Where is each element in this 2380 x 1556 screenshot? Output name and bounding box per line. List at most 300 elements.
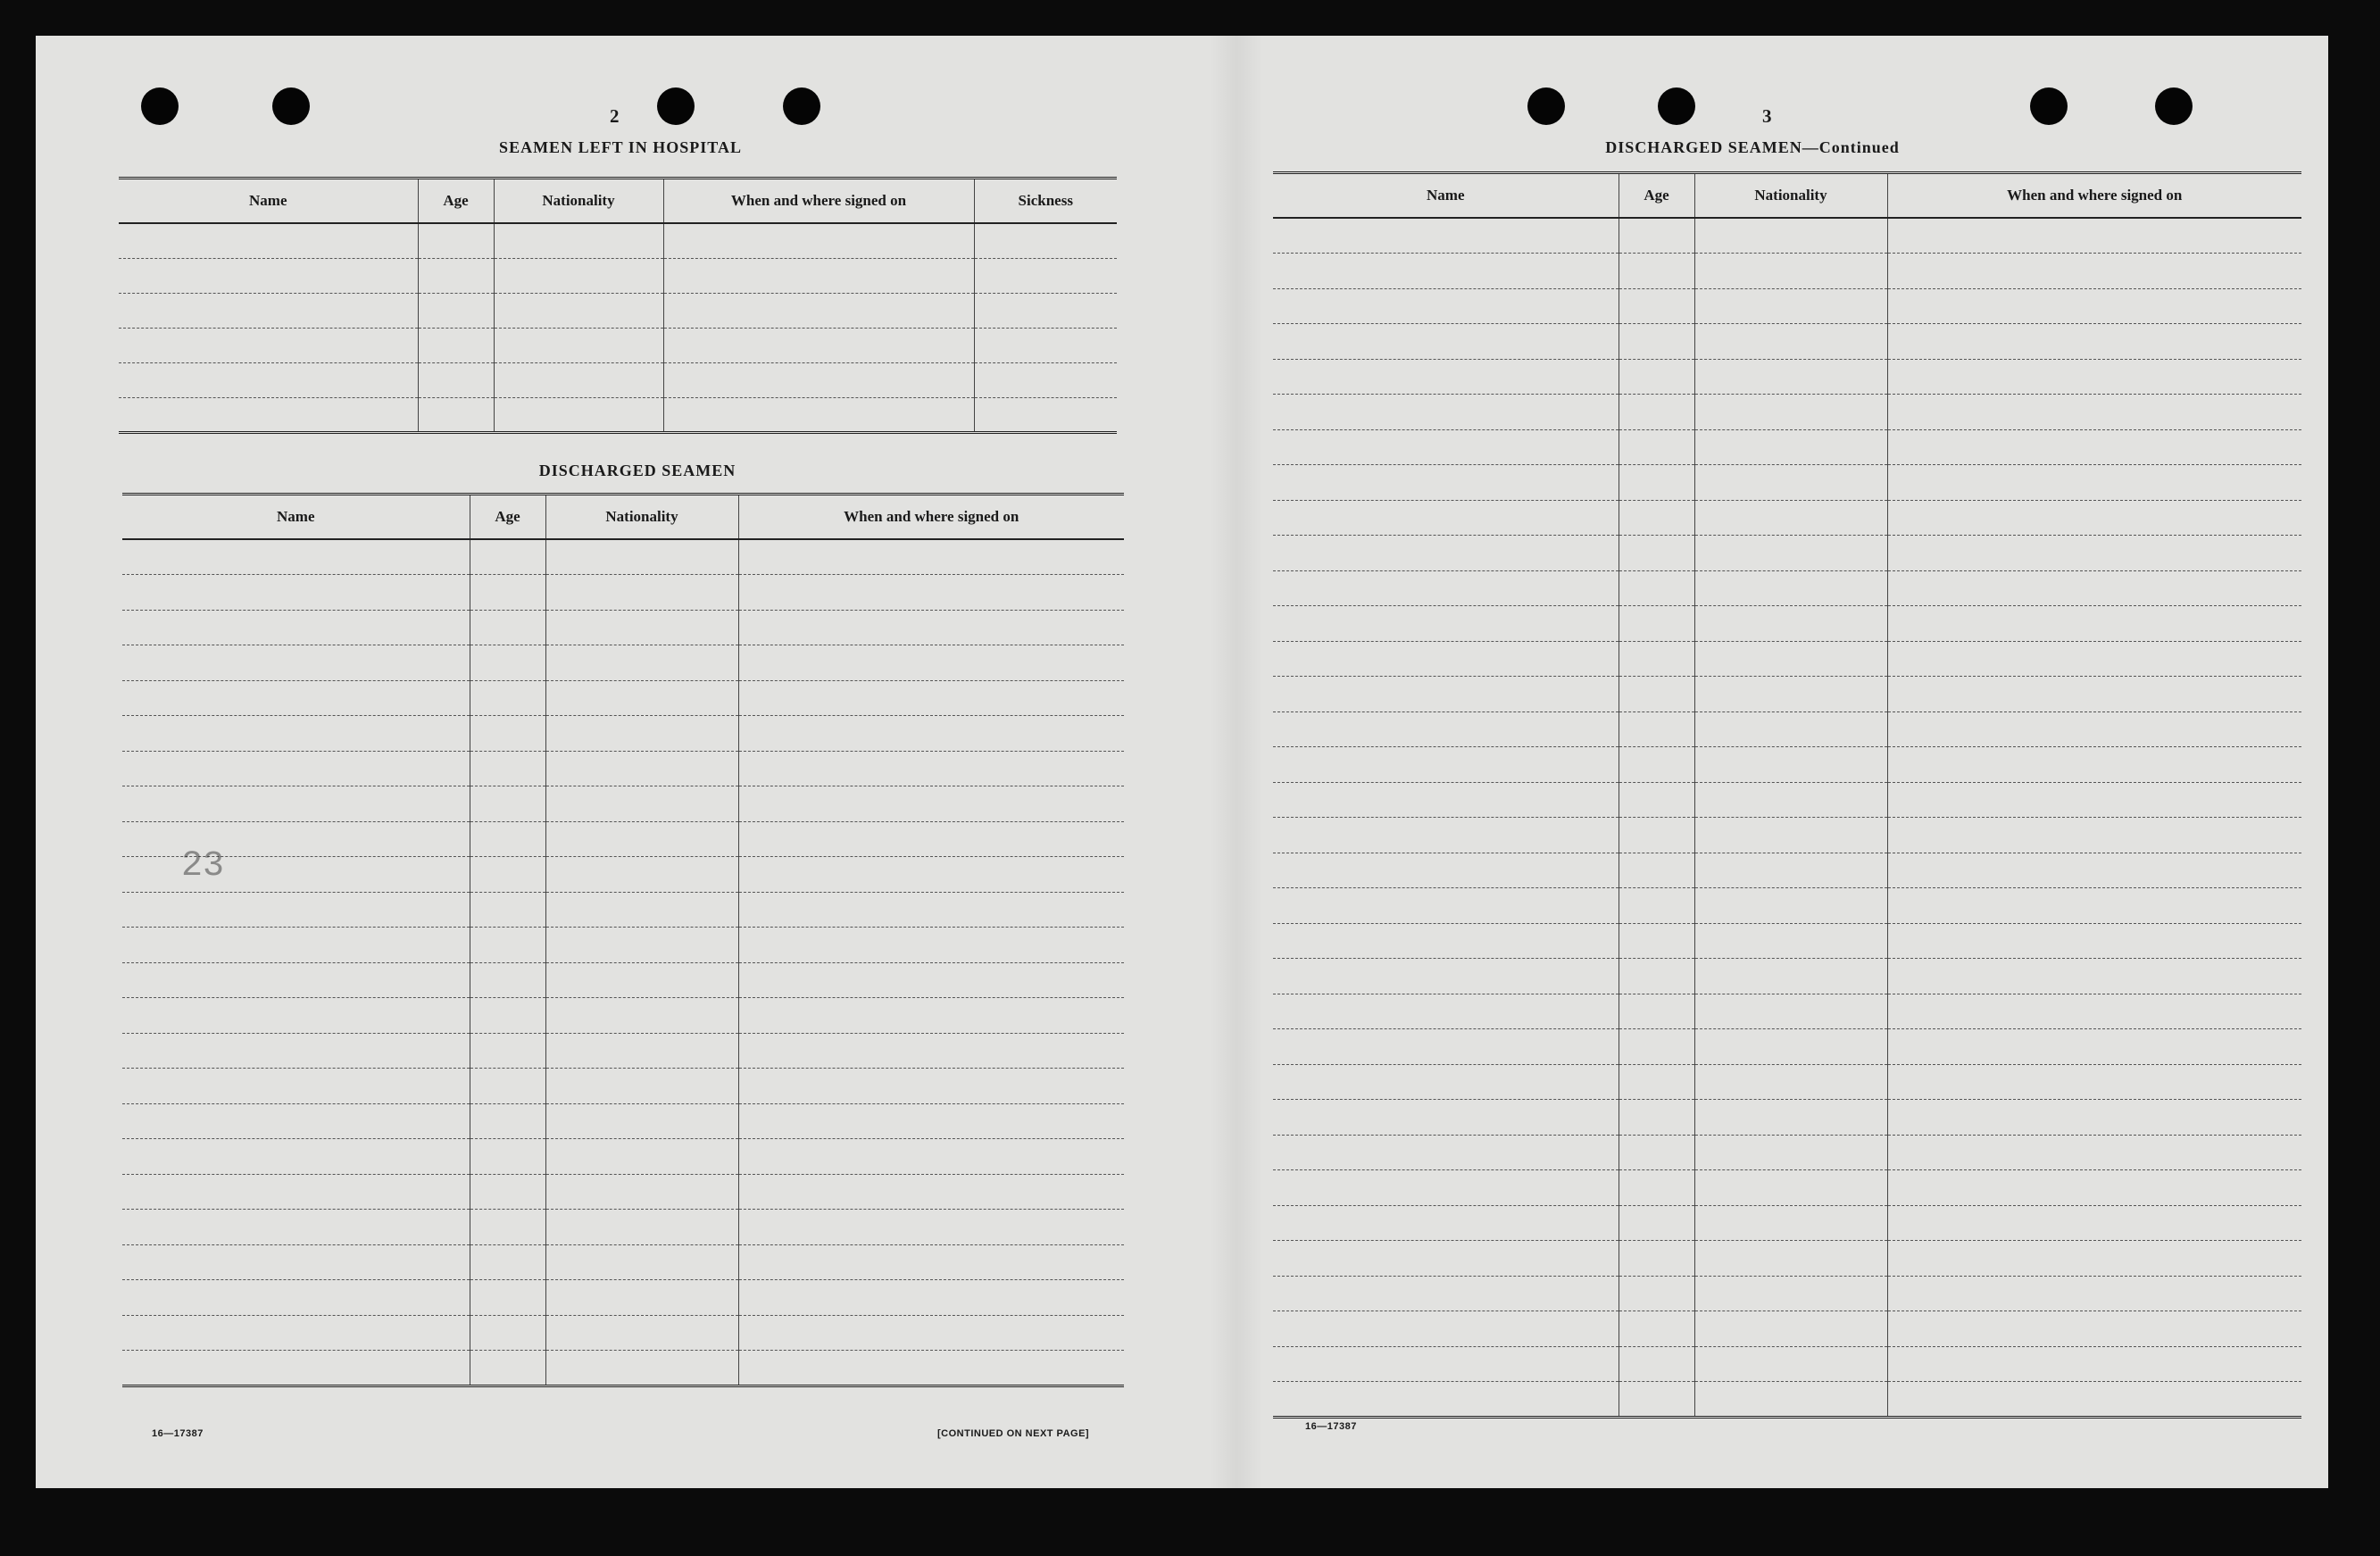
table-row [122, 928, 1124, 963]
table-cell [122, 1103, 470, 1139]
table-cell [470, 1103, 545, 1139]
table-cell [545, 928, 738, 963]
table-cell [122, 1174, 470, 1210]
table-cell [1619, 1029, 1694, 1065]
table-cell [1694, 536, 1887, 571]
table-cell [1273, 465, 1619, 501]
table-row [122, 610, 1124, 645]
table-cell [418, 362, 494, 397]
punch-hole [141, 87, 179, 125]
table-row [1273, 324, 2301, 360]
discharged-table [122, 493, 1124, 1387]
table-cell [1694, 782, 1887, 818]
table-cell [1694, 1029, 1887, 1065]
left-form-number: 16—17387 [152, 1428, 204, 1439]
table-cell [545, 1174, 738, 1210]
table-cell [545, 539, 738, 575]
table-cell [1694, 1170, 1887, 1206]
table-cell [1694, 994, 1887, 1029]
table-cell [545, 680, 738, 716]
table-cell [1273, 1170, 1619, 1206]
table-cell [1694, 429, 1887, 465]
table-row [122, 1244, 1124, 1280]
right-page-number: 3 [1762, 105, 1772, 127]
table-row [1273, 747, 2301, 783]
table-cell [494, 293, 663, 328]
table-cell [122, 857, 470, 893]
table-row [1273, 1276, 2301, 1311]
table-cell [738, 998, 1124, 1034]
table-cell [1619, 359, 1694, 395]
table-cell [738, 1033, 1124, 1069]
table-cell [738, 1351, 1124, 1386]
column-header-signed-on: When and where signed on [663, 179, 974, 224]
table-cell [1273, 1029, 1619, 1065]
table-cell [1887, 1311, 2301, 1347]
table-row [1273, 1382, 2301, 1418]
table-cell [1273, 818, 1619, 853]
table-cell [1619, 1382, 1694, 1418]
table-cell [494, 362, 663, 397]
table-row [1273, 1100, 2301, 1136]
table-cell [470, 1351, 545, 1386]
table-cell [545, 610, 738, 645]
punch-hole [2030, 87, 2068, 125]
table-cell [470, 786, 545, 822]
table-cell [1273, 254, 1619, 289]
table-cell [738, 1244, 1124, 1280]
table-row [122, 1139, 1124, 1175]
table-row [122, 1351, 1124, 1386]
table-cell [1694, 1276, 1887, 1311]
table-cell [738, 1139, 1124, 1175]
table-cell [1619, 1276, 1694, 1311]
table-cell [545, 751, 738, 786]
table-cell [470, 680, 545, 716]
table-cell [1273, 853, 1619, 888]
table-cell [1887, 853, 2301, 888]
table-row [1273, 1311, 2301, 1347]
table-cell [545, 1210, 738, 1245]
table-cell [122, 575, 470, 611]
table-cell [470, 1069, 545, 1104]
hospital-section-title: SEAMEN LEFT IN HOSPITAL [499, 138, 742, 156]
table-cell [1619, 1241, 1694, 1277]
table-row [1273, 641, 2301, 677]
table-cell [1694, 465, 1887, 501]
table-cell [974, 328, 1117, 362]
document-sheet [36, 36, 2328, 1488]
table-cell [1273, 1311, 1619, 1347]
table-cell [1887, 641, 2301, 677]
table-cell [1694, 218, 1887, 254]
table-row [1273, 853, 2301, 888]
table-cell [1887, 1346, 2301, 1382]
table-cell [1694, 1135, 1887, 1170]
table-cell [1887, 1276, 2301, 1311]
table-cell [1619, 1311, 1694, 1347]
table-cell [1273, 959, 1619, 994]
table-cell [1887, 818, 2301, 853]
table-cell [1887, 677, 2301, 712]
right-form-number: 16—17387 [1305, 1421, 1357, 1432]
table-row [1273, 395, 2301, 430]
table-row [1273, 959, 2301, 994]
discharged-continued-table [1273, 171, 2301, 1419]
table-row [122, 539, 1124, 575]
table-cell [418, 397, 494, 432]
table-row [1273, 994, 2301, 1029]
table-cell [1619, 782, 1694, 818]
page-fold [1210, 36, 1263, 1488]
table-cell [1887, 254, 2301, 289]
table-row [1273, 1029, 2301, 1065]
column-header-nationality: Nationality [494, 179, 663, 224]
table-cell [1887, 606, 2301, 642]
table-cell [1619, 324, 1694, 360]
table-cell [1619, 500, 1694, 536]
table-cell [122, 680, 470, 716]
table-row [122, 1069, 1124, 1104]
table-cell [1273, 641, 1619, 677]
table-cell [470, 892, 545, 928]
table-row [119, 258, 1117, 293]
table-cell [494, 397, 663, 432]
table-cell [122, 928, 470, 963]
table-cell [122, 751, 470, 786]
table-cell [663, 223, 974, 258]
hospital-table [119, 177, 1117, 434]
table-cell [545, 1280, 738, 1316]
table-cell [1887, 711, 2301, 747]
table-cell [974, 362, 1117, 397]
table-cell [1887, 359, 2301, 395]
table-cell [470, 962, 545, 998]
column-header-signed-on: When and where signed on [738, 495, 1124, 540]
table-cell [1887, 1100, 2301, 1136]
table-cell [1887, 923, 2301, 959]
table-cell [545, 998, 738, 1034]
table-cell [1273, 536, 1619, 571]
table-cell [545, 645, 738, 681]
table-cell [122, 610, 470, 645]
table-cell [1887, 1170, 2301, 1206]
table-row [122, 751, 1124, 786]
table-row [1273, 288, 2301, 324]
table-cell [470, 610, 545, 645]
table-cell [545, 786, 738, 822]
table-cell [494, 258, 663, 293]
table-row [1273, 536, 2301, 571]
table-cell [1619, 395, 1694, 430]
table-cell [470, 751, 545, 786]
table-cell [738, 716, 1124, 752]
table-row [119, 293, 1117, 328]
table-cell [1619, 429, 1694, 465]
table-cell [119, 293, 418, 328]
table-cell [1619, 465, 1694, 501]
table-row [119, 362, 1117, 397]
table-row [122, 1033, 1124, 1069]
table-row [122, 821, 1124, 857]
table-cell [545, 575, 738, 611]
table-row [1273, 254, 2301, 289]
table-row [122, 1103, 1124, 1139]
table-cell [1619, 1205, 1694, 1241]
table-cell [1887, 1241, 2301, 1277]
table-cell [470, 1244, 545, 1280]
table-cell [1694, 959, 1887, 994]
table-row [1273, 359, 2301, 395]
table-row [1273, 1346, 2301, 1382]
table-row [1273, 465, 2301, 501]
table-cell [1273, 747, 1619, 783]
table-cell [1619, 959, 1694, 994]
table-cell [1694, 818, 1887, 853]
table-cell [1619, 994, 1694, 1029]
table-cell [1273, 288, 1619, 324]
table-cell [1887, 218, 2301, 254]
table-cell [1694, 853, 1887, 888]
table-cell [738, 786, 1124, 822]
table-cell [470, 821, 545, 857]
table-cell [545, 1103, 738, 1139]
column-header-age: Age [418, 179, 494, 224]
table-cell [1273, 570, 1619, 606]
table-cell [1694, 395, 1887, 430]
table-cell [738, 1174, 1124, 1210]
punch-hole [783, 87, 820, 125]
table-cell [738, 1103, 1124, 1139]
column-header-nationality: Nationality [545, 495, 738, 540]
table-cell [1273, 994, 1619, 1029]
table-cell [122, 1033, 470, 1069]
table-cell [1887, 570, 2301, 606]
table-cell [119, 362, 418, 397]
table-row [122, 1315, 1124, 1351]
table-cell [470, 645, 545, 681]
table-cell [1887, 888, 2301, 924]
punch-hole [272, 87, 310, 125]
table-cell [1694, 1064, 1887, 1100]
table-cell [1273, 324, 1619, 360]
table-cell [1619, 254, 1694, 289]
table-cell [663, 362, 974, 397]
table-cell [1619, 606, 1694, 642]
table-cell [738, 645, 1124, 681]
table-cell [738, 539, 1124, 575]
table-row [1273, 1170, 2301, 1206]
table-cell [545, 1244, 738, 1280]
table-cell [1694, 324, 1887, 360]
table-cell [1273, 923, 1619, 959]
table-cell [1887, 536, 2301, 571]
table-cell [470, 998, 545, 1034]
table-cell [122, 962, 470, 998]
table-row [119, 328, 1117, 362]
table-row [1273, 782, 2301, 818]
table-row [1273, 818, 2301, 853]
stamp-number: 23 [181, 846, 225, 886]
table-cell [545, 1139, 738, 1175]
table-cell [418, 223, 494, 258]
table-cell [545, 892, 738, 928]
table-cell [1887, 747, 2301, 783]
table-cell [1887, 324, 2301, 360]
table-row [122, 1280, 1124, 1316]
table-cell [418, 328, 494, 362]
table-cell [1273, 1135, 1619, 1170]
table-cell [974, 397, 1117, 432]
table-cell [974, 223, 1117, 258]
table-cell [1619, 570, 1694, 606]
table-cell [1273, 711, 1619, 747]
table-cell [1694, 1100, 1887, 1136]
table-cell [470, 575, 545, 611]
table-cell [1694, 677, 1887, 712]
table-row [122, 716, 1124, 752]
table-row [1273, 1205, 2301, 1241]
table-cell [738, 1280, 1124, 1316]
table-cell [1619, 1135, 1694, 1170]
table-cell [1694, 570, 1887, 606]
table-cell [1273, 1276, 1619, 1311]
table-cell [1694, 888, 1887, 924]
table-cell [1694, 1205, 1887, 1241]
table-row [122, 645, 1124, 681]
table-row [119, 397, 1117, 432]
column-header-signed-on: When and where signed on [1887, 173, 2301, 219]
table-cell [470, 857, 545, 893]
table-header-row [1273, 173, 2301, 219]
table-cell [122, 821, 470, 857]
table-cell [470, 716, 545, 752]
column-header-name: Name [122, 495, 470, 540]
table-cell [738, 1069, 1124, 1104]
punch-hole [1527, 87, 1565, 125]
table-cell [122, 1351, 470, 1386]
table-cell [1887, 1135, 2301, 1170]
table-row [122, 786, 1124, 822]
table-cell [122, 1139, 470, 1175]
table-cell [545, 857, 738, 893]
table-cell [974, 293, 1117, 328]
discharged-continued-section-title: DISCHARGED SEAMEN—Continued [1605, 138, 1900, 156]
table-cell [470, 1033, 545, 1069]
table-cell [1887, 429, 2301, 465]
table-cell [738, 962, 1124, 998]
table-cell [1619, 677, 1694, 712]
left-page-number: 2 [610, 105, 620, 127]
table-cell [738, 610, 1124, 645]
table-cell [1273, 500, 1619, 536]
table-cell [1619, 888, 1694, 924]
table-cell [545, 716, 738, 752]
table-cell [494, 328, 663, 362]
table-row [1273, 888, 2301, 924]
table-cell [738, 751, 1124, 786]
table-cell [119, 258, 418, 293]
table-cell [1887, 1382, 2301, 1418]
table-row [1273, 429, 2301, 465]
column-header-age: Age [1619, 173, 1694, 219]
table-cell [470, 1315, 545, 1351]
table-row [1273, 1241, 2301, 1277]
table-cell [1273, 1382, 1619, 1418]
table-cell [122, 716, 470, 752]
column-header-name: Name [1273, 173, 1619, 219]
table-cell [122, 1210, 470, 1245]
table-cell [1619, 218, 1694, 254]
table-cell [738, 1210, 1124, 1245]
column-header-age: Age [470, 495, 545, 540]
table-cell [1273, 218, 1619, 254]
table-cell [1619, 1170, 1694, 1206]
table-cell [545, 821, 738, 857]
table-cell [974, 258, 1117, 293]
table-cell [1694, 747, 1887, 783]
table-cell [119, 397, 418, 432]
table-cell [122, 1280, 470, 1316]
table-row [122, 962, 1124, 998]
table-row [122, 575, 1124, 611]
table-row [1273, 1064, 2301, 1100]
table-cell [122, 892, 470, 928]
table-cell [470, 1174, 545, 1210]
table-cell [1619, 1100, 1694, 1136]
table-cell [1887, 288, 2301, 324]
table-row [1273, 677, 2301, 712]
table-cell [1273, 606, 1619, 642]
table-cell [1619, 923, 1694, 959]
table-cell [738, 892, 1124, 928]
table-cell [1887, 465, 2301, 501]
table-cell [738, 1315, 1124, 1351]
table-cell [1887, 1064, 2301, 1100]
table-row [122, 857, 1124, 893]
table-cell [1887, 1205, 2301, 1241]
table-cell [418, 293, 494, 328]
table-cell [1619, 641, 1694, 677]
table-row [122, 1174, 1124, 1210]
table-row [1273, 711, 2301, 747]
table-cell [1273, 1205, 1619, 1241]
table-cell [545, 1351, 738, 1386]
table-cell [1887, 395, 2301, 430]
table-cell [1694, 923, 1887, 959]
column-header-nationality: Nationality [1694, 173, 1887, 219]
table-cell [1694, 254, 1887, 289]
table-cell [1694, 359, 1887, 395]
table-cell [122, 1315, 470, 1351]
table-header-row [122, 495, 1124, 540]
table-cell [494, 223, 663, 258]
table-cell [122, 1244, 470, 1280]
table-cell [1887, 994, 2301, 1029]
table-row [1273, 923, 2301, 959]
table-cell [545, 1033, 738, 1069]
table-cell [1887, 1029, 2301, 1065]
table-cell [738, 575, 1124, 611]
table-row [1273, 570, 2301, 606]
table-cell [1694, 500, 1887, 536]
table-cell [1694, 606, 1887, 642]
table-cell [1619, 288, 1694, 324]
table-cell [1694, 1346, 1887, 1382]
table-row [122, 680, 1124, 716]
table-cell [1694, 641, 1887, 677]
table-cell [1619, 853, 1694, 888]
